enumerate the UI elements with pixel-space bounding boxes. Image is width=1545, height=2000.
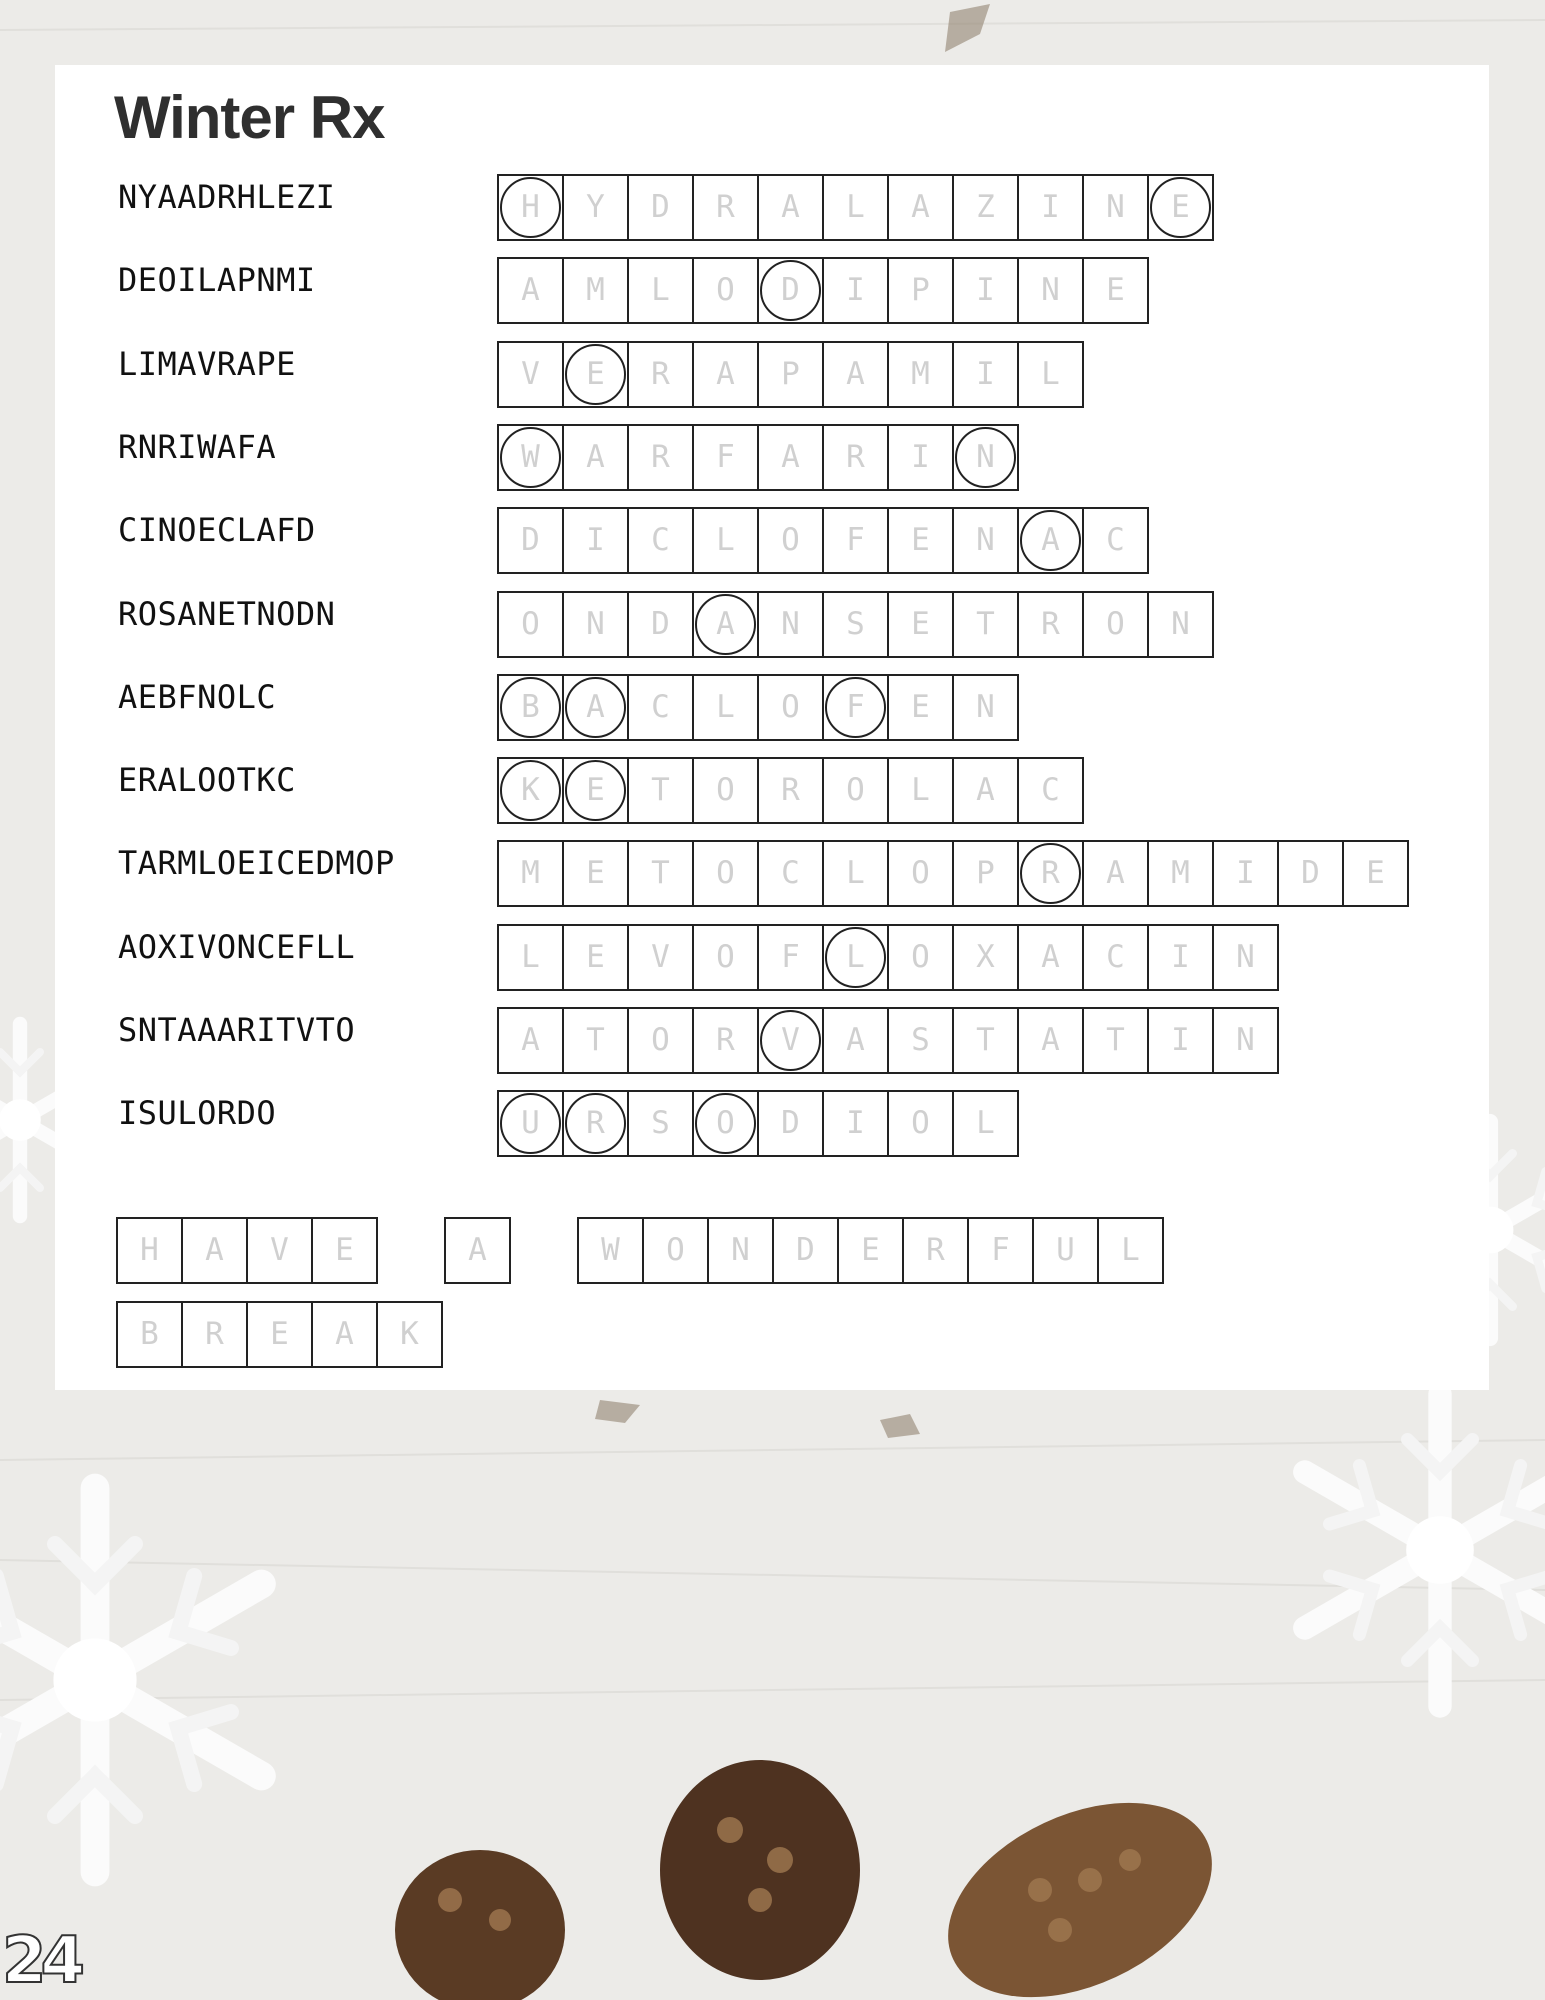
scrambled-word: SNTAAARITVTO bbox=[118, 1011, 356, 1049]
letter-box[interactable]: I bbox=[822, 1090, 889, 1157]
circle-marker bbox=[500, 760, 561, 821]
letter-box[interactable]: O bbox=[692, 257, 759, 324]
letter-box[interactable]: A bbox=[692, 591, 759, 658]
letter-box[interactable]: L bbox=[822, 840, 889, 907]
letter-box[interactable]: I bbox=[1147, 1007, 1214, 1074]
phrase-word bbox=[444, 1217, 511, 1284]
letter-box[interactable]: N bbox=[1147, 591, 1214, 658]
letter-box[interactable]: C bbox=[627, 674, 694, 741]
scrambled-word: AOXIVONCEFLL bbox=[118, 927, 356, 966]
letter-box[interactable]: X bbox=[952, 924, 1019, 991]
circle-marker bbox=[1020, 510, 1081, 571]
answer-boxes bbox=[497, 424, 1019, 491]
letter-box[interactable]: A bbox=[1082, 840, 1149, 907]
letter-box[interactable]: A bbox=[497, 257, 564, 324]
letter-box[interactable]: R bbox=[627, 424, 694, 491]
letter-box[interactable]: C bbox=[1082, 507, 1149, 574]
letter-box[interactable]: P bbox=[757, 341, 824, 408]
letter-box[interactable]: A bbox=[497, 1007, 564, 1074]
phrase-word bbox=[116, 1217, 378, 1284]
letter-box[interactable]: A bbox=[181, 1217, 248, 1284]
letter-box[interactable]: I bbox=[952, 341, 1019, 408]
answer-boxes bbox=[497, 257, 1149, 324]
letter-box[interactable]: E bbox=[562, 924, 629, 991]
letter-box[interactable]: S bbox=[627, 1090, 694, 1157]
letter-box[interactable]: M bbox=[497, 840, 564, 907]
scrambled-word: AEBFNOLC bbox=[118, 677, 277, 716]
letter-box[interactable]: R bbox=[181, 1301, 248, 1368]
letter-box[interactable]: F bbox=[822, 674, 889, 741]
answer-boxes bbox=[497, 674, 1019, 741]
letter-box[interactable]: L bbox=[887, 757, 954, 824]
letter-box[interactable]: O bbox=[642, 1217, 709, 1284]
letter-box[interactable]: U bbox=[1032, 1217, 1099, 1284]
letter-box[interactable]: O bbox=[757, 674, 824, 741]
letter-box[interactable]: O bbox=[692, 1090, 759, 1157]
letter-box[interactable]: F bbox=[967, 1217, 1034, 1284]
letter-box[interactable]: N bbox=[1017, 257, 1084, 324]
letter-box[interactable]: F bbox=[757, 924, 824, 991]
letter-box[interactable]: A bbox=[887, 174, 954, 241]
phrase-word bbox=[577, 1217, 1164, 1284]
letter-box[interactable]: T bbox=[952, 591, 1019, 658]
answer-boxes bbox=[497, 1090, 1019, 1157]
letter-box[interactable]: N bbox=[1212, 1007, 1279, 1074]
letter-box[interactable]: V bbox=[757, 1007, 824, 1074]
scrambled-word: CINOECLAFD bbox=[118, 511, 316, 550]
circle-marker bbox=[500, 177, 561, 238]
letter-box[interactable]: N bbox=[707, 1217, 774, 1284]
letter-box[interactable]: T bbox=[627, 840, 694, 907]
letter-box[interactable]: M bbox=[1147, 840, 1214, 907]
circle-marker bbox=[565, 760, 626, 821]
answer-boxes bbox=[497, 757, 1084, 824]
letter-box[interactable]: R bbox=[692, 1007, 759, 1074]
letter-box[interactable]: V bbox=[246, 1217, 313, 1284]
letter-box[interactable]: S bbox=[822, 591, 889, 658]
letter-box[interactable]: E bbox=[1147, 174, 1214, 241]
letter-box[interactable]: T bbox=[627, 757, 694, 824]
page-title: Winter Rx bbox=[114, 84, 385, 151]
letter-box[interactable]: N bbox=[952, 674, 1019, 741]
scrambled-word: NYAADRHLEZI bbox=[118, 178, 336, 216]
circle-marker bbox=[500, 1093, 561, 1154]
letter-box[interactable]: I bbox=[822, 257, 889, 324]
letter-box[interactable]: K bbox=[497, 757, 564, 824]
letter-box[interactable]: D bbox=[757, 1090, 824, 1157]
letter-box[interactable]: C bbox=[1082, 924, 1149, 991]
letter-box[interactable]: E bbox=[562, 341, 629, 408]
letter-box[interactable]: A bbox=[952, 757, 1019, 824]
letter-box[interactable]: C bbox=[757, 840, 824, 907]
letter-box[interactable]: U bbox=[497, 1090, 564, 1157]
letter-box[interactable]: I bbox=[887, 424, 954, 491]
letter-box[interactable]: O bbox=[887, 840, 954, 907]
letter-box[interactable]: E bbox=[837, 1217, 904, 1284]
letter-box[interactable]: E bbox=[562, 757, 629, 824]
scrambled-word: TARMLOEICEDMOP bbox=[118, 844, 395, 883]
letter-box[interactable]: L bbox=[692, 507, 759, 574]
letter-box[interactable]: A bbox=[1017, 507, 1084, 574]
letter-box[interactable]: N bbox=[1212, 924, 1279, 991]
letter-box[interactable]: L bbox=[1017, 341, 1084, 408]
letter-box[interactable]: R bbox=[902, 1217, 969, 1284]
letter-box[interactable]: A bbox=[562, 424, 629, 491]
letter-box[interactable]: W bbox=[497, 424, 564, 491]
phrase-word bbox=[116, 1301, 443, 1368]
letter-box[interactable]: E bbox=[562, 840, 629, 907]
answer-boxes bbox=[497, 1007, 1279, 1074]
scrambled-word: ERALOOTKC bbox=[118, 761, 296, 800]
letter-box[interactable]: B bbox=[497, 674, 564, 741]
letter-box[interactable]: O bbox=[627, 1007, 694, 1074]
letter-box[interactable]: L bbox=[497, 924, 564, 991]
letter-box[interactable]: B bbox=[116, 1301, 183, 1368]
answer-boxes bbox=[497, 840, 1409, 907]
letter-box[interactable]: I bbox=[1147, 924, 1214, 991]
letter-box[interactable]: N bbox=[757, 591, 824, 658]
letter-box[interactable]: E bbox=[887, 674, 954, 741]
letter-box[interactable]: D bbox=[772, 1217, 839, 1284]
letter-box[interactable]: R bbox=[822, 424, 889, 491]
letter-box[interactable]: A bbox=[444, 1217, 511, 1284]
letter-box[interactable]: P bbox=[952, 840, 1019, 907]
letter-box[interactable]: R bbox=[757, 757, 824, 824]
scrambled-word: DEOILAPNMI bbox=[118, 261, 316, 300]
letter-box[interactable]: H bbox=[497, 174, 564, 241]
letter-box[interactable]: A bbox=[562, 674, 629, 741]
circle-marker bbox=[500, 427, 561, 488]
circle-marker bbox=[760, 260, 821, 321]
letter-box[interactable]: O bbox=[692, 757, 759, 824]
letter-box[interactable]: F bbox=[822, 507, 889, 574]
letter-box[interactable]: E bbox=[887, 507, 954, 574]
letter-box[interactable]: O bbox=[497, 591, 564, 658]
answer-boxes bbox=[497, 341, 1084, 408]
letter-box[interactable]: O bbox=[692, 840, 759, 907]
letter-box[interactable]: O bbox=[1082, 591, 1149, 658]
letter-box[interactable]: L bbox=[952, 1090, 1019, 1157]
letter-box[interactable]: E bbox=[246, 1301, 313, 1368]
letter-box[interactable]: D bbox=[1277, 840, 1344, 907]
letter-box[interactable]: N bbox=[562, 591, 629, 658]
letter-box[interactable]: R bbox=[692, 174, 759, 241]
letter-box[interactable]: L bbox=[1097, 1217, 1164, 1284]
letter-box[interactable]: R bbox=[627, 341, 694, 408]
letter-box[interactable]: A bbox=[822, 1007, 889, 1074]
letter-box[interactable]: A bbox=[822, 341, 889, 408]
letter-box[interactable]: E bbox=[311, 1217, 378, 1284]
letter-box[interactable]: S bbox=[887, 1007, 954, 1074]
page-number: 24 bbox=[2, 1924, 80, 1998]
letter-box[interactable]: L bbox=[822, 174, 889, 241]
letter-box[interactable]: A bbox=[692, 341, 759, 408]
letter-box[interactable]: O bbox=[822, 757, 889, 824]
letter-box[interactable]: D bbox=[497, 507, 564, 574]
letter-box[interactable]: V bbox=[627, 924, 694, 991]
letter-box[interactable]: L bbox=[822, 924, 889, 991]
answer-boxes bbox=[497, 924, 1279, 991]
circle-marker bbox=[825, 927, 886, 988]
letter-box[interactable]: C bbox=[1017, 757, 1084, 824]
letter-box[interactable]: M bbox=[887, 341, 954, 408]
letter-box[interactable]: M bbox=[562, 257, 629, 324]
letter-box[interactable]: N bbox=[952, 507, 1019, 574]
letter-box[interactable]: F bbox=[692, 424, 759, 491]
circle-marker bbox=[1020, 843, 1081, 904]
letter-box[interactable]: O bbox=[692, 924, 759, 991]
letter-box[interactable]: H bbox=[116, 1217, 183, 1284]
letter-box[interactable]: T bbox=[1082, 1007, 1149, 1074]
letter-box[interactable]: I bbox=[952, 257, 1019, 324]
letter-box[interactable]: W bbox=[577, 1217, 644, 1284]
letter-box[interactable]: O bbox=[757, 507, 824, 574]
letter-box[interactable]: L bbox=[627, 257, 694, 324]
letter-box[interactable]: P bbox=[887, 257, 954, 324]
letter-box[interactable]: N bbox=[1082, 174, 1149, 241]
circle-marker bbox=[565, 344, 626, 405]
letter-box[interactable]: N bbox=[952, 424, 1019, 491]
letter-box[interactable]: A bbox=[757, 174, 824, 241]
letter-box[interactable]: I bbox=[562, 507, 629, 574]
letter-box[interactable]: R bbox=[1017, 840, 1084, 907]
circle-marker bbox=[825, 677, 886, 738]
letter-box[interactable]: D bbox=[757, 257, 824, 324]
letter-box[interactable]: O bbox=[887, 924, 954, 991]
letter-box[interactable]: T bbox=[952, 1007, 1019, 1074]
circle-marker bbox=[955, 427, 1016, 488]
letter-box[interactable]: E bbox=[1082, 257, 1149, 324]
letter-box[interactable]: V bbox=[497, 341, 564, 408]
letter-box[interactable]: A bbox=[757, 424, 824, 491]
letter-box[interactable]: O bbox=[887, 1090, 954, 1157]
letter-box[interactable]: D bbox=[627, 174, 694, 241]
letter-box[interactable]: T bbox=[562, 1007, 629, 1074]
circle-marker bbox=[1150, 177, 1211, 238]
puzzle-card bbox=[55, 65, 1489, 1390]
scrambled-word: LIMAVRAPE bbox=[118, 344, 296, 383]
letter-box[interactable]: A bbox=[1017, 924, 1084, 991]
letter-box[interactable]: A bbox=[311, 1301, 378, 1368]
letter-box[interactable]: C bbox=[627, 507, 694, 574]
letter-box[interactable]: Y bbox=[562, 174, 629, 241]
answer-boxes bbox=[497, 174, 1214, 241]
circle-marker bbox=[500, 677, 561, 738]
circle-marker bbox=[695, 1093, 756, 1154]
answer-boxes bbox=[497, 507, 1149, 574]
circle-marker bbox=[565, 1093, 626, 1154]
scrambled-word: RNRIWAFA bbox=[118, 427, 277, 466]
letter-box[interactable]: E bbox=[887, 591, 954, 658]
scrambled-word: ISULORDO bbox=[118, 1094, 277, 1133]
letter-box[interactable]: Z bbox=[952, 174, 1019, 241]
letter-box[interactable]: L bbox=[692, 674, 759, 741]
letter-box[interactable]: I bbox=[1017, 174, 1084, 241]
letter-box[interactable]: D bbox=[627, 591, 694, 658]
letter-box[interactable]: K bbox=[376, 1301, 443, 1368]
letter-box[interactable]: I bbox=[1212, 840, 1279, 907]
letter-box[interactable]: E bbox=[1342, 840, 1409, 907]
letter-box[interactable]: R bbox=[562, 1090, 629, 1157]
circle-marker bbox=[565, 677, 626, 738]
circle-marker bbox=[760, 1010, 821, 1071]
scrambled-word: ROSANETNODN bbox=[118, 594, 336, 633]
answer-boxes bbox=[497, 591, 1214, 658]
circle-marker bbox=[695, 594, 756, 655]
letter-box[interactable]: R bbox=[1017, 591, 1084, 658]
letter-box[interactable]: A bbox=[1017, 1007, 1084, 1074]
